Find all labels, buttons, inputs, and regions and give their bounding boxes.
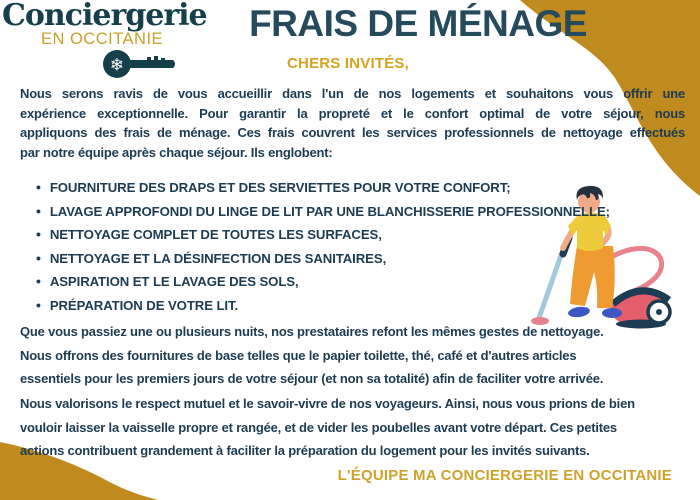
intro-line: Nous serons ravis de vous accueillir dans l'un de nos logements et souhaitons vous offrir une — [20, 86, 685, 101]
intro-line: expérience exceptionnelle. Pour garantir la propreté et le confort optimal de votre séjour, nous — [20, 105, 685, 121]
greeting-label: CHERS INVITÉS, — [287, 55, 409, 72]
paragraph-line: vouloir laisser la vaisselle propre et rangée, et de vider les poubelles avant votre départ. Ces petites — [20, 419, 617, 435]
intro-paragraph — [20, 84, 685, 162]
page-title: FRAIS DE MÉNAGE — [249, 3, 587, 44]
paragraph-line: essentiels pour les premiers jours de votre séjour (et non sa totalité) afin de faciliter votre arrivée. — [20, 371, 604, 386]
list-item: • NETTOYAGE COMPLET DE TOUTES LES SURFACES, — [36, 226, 656, 242]
list-item: • FOURNITURE DES DRAPS ET DES SERVIETTES POUR VOTRE CONFORT; — [36, 179, 656, 195]
list-item: • LAVAGE APPROFONDI DU LINGE DE LIT PAR UNE BLANCHISSERIE PROFESSIONNELLE; — [36, 203, 656, 219]
intro-line: par notre équipe après chaque séjour. Ils englobent: — [20, 144, 333, 160]
paragraph-line: Nous valorisons le respect mutuel et le savoir-vivre de nos voyageurs. Ainsi, nous vous prions de bien — [20, 396, 635, 411]
list-item: • PRÉPARATION DE VOTRE LIT. — [36, 297, 656, 313]
list-item: • NETTOYAGE ET LA DÉSINFECTION DES SANITAIRES, — [36, 250, 656, 266]
intro-line: appliquons des frais de ménage. Ces frais couvrent les services professionnels de nettoyage effectués — [20, 125, 685, 140]
svg-text:❄: ❄ — [109, 55, 125, 76]
paragraph-line: Nous offrons des fournitures de base telles que le papier toilette, thé, café et d'autres articles — [20, 347, 577, 363]
key-with-snowflake-icon — [102, 48, 184, 80]
paragraph-line: actions contribuent grandement à faciliter la préparation du logement pour les invités suivants. — [20, 443, 590, 458]
signature: L'ÉQUIPE MA CONCIERGERIE EN OCCITANIE — [337, 467, 672, 484]
services-list — [36, 179, 656, 321]
respect-paragraph — [20, 392, 680, 463]
list-item: • ASPIRATION ET LE LAVAGE DES SOLS, — [36, 273, 656, 289]
brand-region: EN OCCITANIE — [40, 30, 164, 48]
brand-logo — [2, 0, 207, 48]
paragraph-line: Que vous passiez une ou plusieurs nuits, nos prestataires refont les mêmes gestes de nettoyage. — [20, 324, 604, 339]
brand-name: Conciergerie — [2, 0, 207, 33]
supplies-paragraph — [20, 320, 680, 391]
